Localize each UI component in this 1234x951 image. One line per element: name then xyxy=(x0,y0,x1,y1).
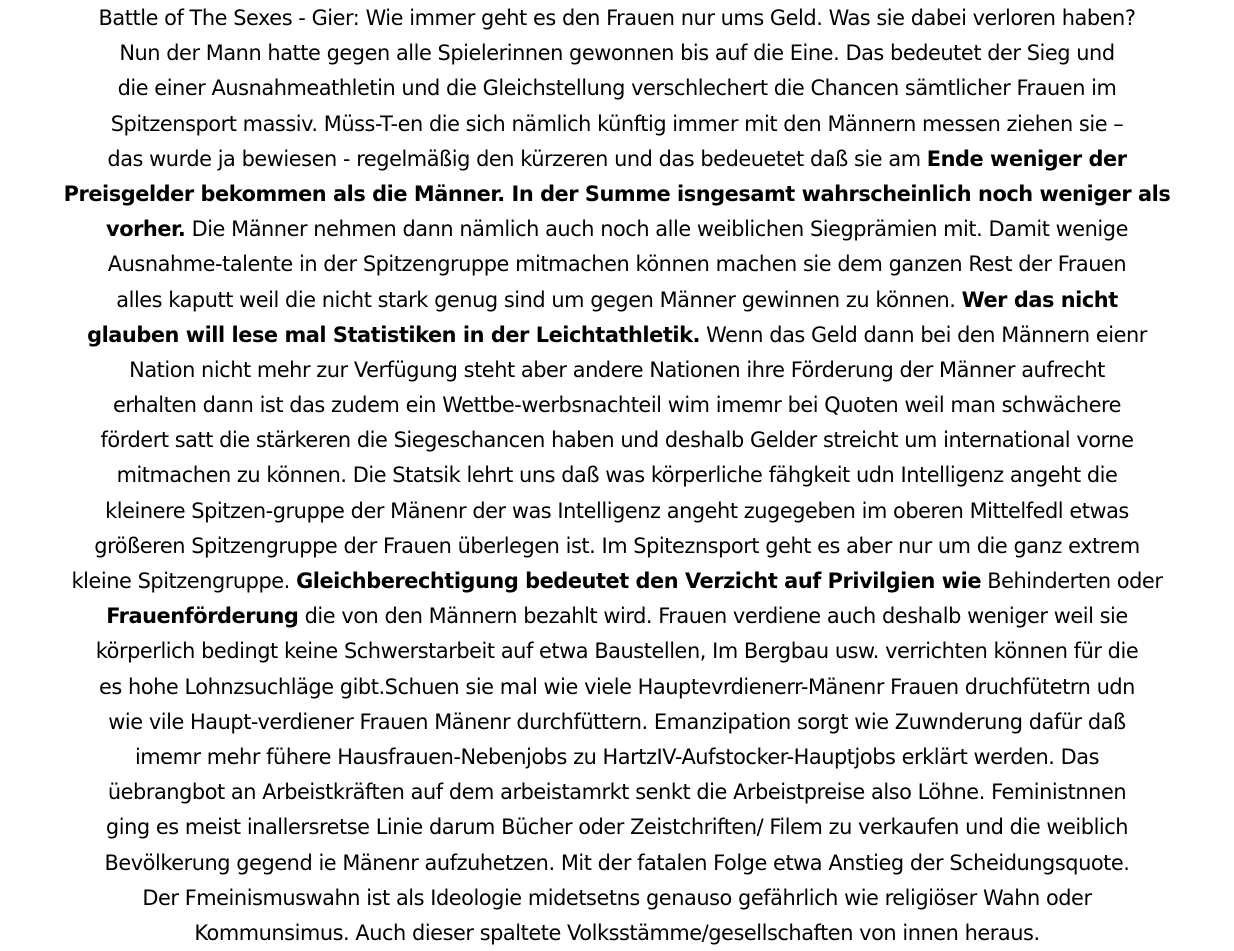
bold-text-segment: Gleichberechtigung bedeutet den Verzicht auf Privilgien wie xyxy=(296,569,982,593)
text-line xyxy=(0,318,1234,353)
text-segment: imemr mehr fühere Hausfrauen-Nebenjobs zu HartzIV-Aufstocker-Hauptjobs erklärt werden. Das xyxy=(134,744,1100,769)
text-line xyxy=(0,247,1234,282)
text-line xyxy=(0,634,1234,669)
bold-text-segment: glauben will lese mal Statistiken in der Leichtathletik. xyxy=(87,322,700,347)
text-line xyxy=(0,564,1234,599)
bold-text-segment: vorher. xyxy=(106,217,186,242)
text-segment: körperlich bedingt keine Schwerstarbeit auf etwa Baustellen, Im Bergbau usw. verrichten können für die xyxy=(95,639,1139,664)
bold-text-segment: Frauenförderung xyxy=(106,604,299,629)
text-line xyxy=(0,423,1234,458)
text-line xyxy=(0,494,1234,529)
text-segment: wie vile Haupt-verdiener Frauen Mänenr durchfüttern. Emanzipation sorgt wie Zuwnderung dafür daß xyxy=(108,709,1126,734)
document-text xyxy=(0,1,1234,951)
text-line xyxy=(0,846,1234,881)
text-segment: Nun der Mann hatte gegen alle Spielerinnen gewonnen bis auf die Eine. Das bedeutet der Sieg und xyxy=(119,41,1115,66)
text-segment: Battle of The Sexes - Gier: Wie immer geht es den Frauen nur ums Geld. Was sie dabei verloren haben? xyxy=(98,6,1136,30)
text-line xyxy=(0,740,1234,775)
text-line xyxy=(0,353,1234,388)
text-line xyxy=(0,599,1234,634)
text-segment: Wenn das Geld dann bei den Männern eienr xyxy=(699,322,1147,347)
text-line xyxy=(0,36,1234,71)
text-line xyxy=(0,71,1234,106)
text-line xyxy=(0,142,1234,177)
text-line xyxy=(0,775,1234,810)
text-segment: Behinderten oder xyxy=(981,569,1163,593)
bold-text-segment: Preisgelder bekommen als die Männer. In der Summe isngesamt wahrscheinlich noch weniger als xyxy=(63,181,1171,206)
text-line xyxy=(0,810,1234,845)
text-segment: Ausnahme-talente in der Spitzengruppe mitmachen können machen sie dem ganzen Rest der Frauen xyxy=(107,252,1127,277)
text-segment: kleine Spitzengruppe. xyxy=(71,569,297,593)
text-line xyxy=(0,881,1234,916)
text-line xyxy=(0,388,1234,423)
text-segment: Bevölkerung gegend ie Mänenr aufzuhetzen. Mit der fatalen Folge etwa Anstieg der Scheidungsquote. xyxy=(104,850,1130,875)
text-segment: fördert satt die stärkeren die Siegeschancen haben und deshalb Gelder streicht um international vorne xyxy=(100,428,1134,453)
text-segment: Nation nicht mehr zur Verfügung steht aber andere Nationen ihre Förderung der Männer aufrecht xyxy=(129,357,1105,382)
text-segment: Der Fmeinismuswahn ist als Ideologie midetsetns genauso gefährlich wie religiöser Wahn oder xyxy=(142,885,1092,910)
text-line xyxy=(0,670,1234,705)
text-segment: Die Männer nehmen dann nämlich auch noch alle weiblichen Siegprämien mit. Damit wenige xyxy=(185,217,1128,242)
text-segment: das wurde ja bewiesen - regelmäßig den kürzeren und das bedeuetet daß sie am xyxy=(107,146,927,171)
text-line xyxy=(0,107,1234,142)
text-segment: ging es meist inallersretse Linie darum Bücher oder Zeistchriften/ Filem zu verkaufen und die weiblich xyxy=(105,815,1129,840)
text-segment: es hohe Lohnzsuchläge gibt.Schuen sie mal wie viele Hauptevrdienerr-Mänenr Frauen druchfütetrn udn xyxy=(99,674,1135,699)
text-segment: die von den Männern bezahlt wird. Frauen verdiene auch deshalb weniger weil sie xyxy=(298,604,1128,629)
text-segment: die einer Ausnahmeathletin und die Gleichstellung verschlechert die Chancen sämtlicher Frauen im xyxy=(117,76,1117,101)
text-line xyxy=(0,1,1234,36)
text-segment: Spitzensport massiv. Müss-T-en die sich nämlich künftig immer mit den Männern messen ziehen sie – xyxy=(110,111,1124,136)
text-line xyxy=(0,177,1234,212)
text-segment: kleinere Spitzen-gruppe der Mänenr der was Intelligenz angeht zugegeben im oberen Mittelfedl etwas xyxy=(105,498,1129,523)
text-segment: üebrangbot an Arbeistkräften auf dem arbeistamrkt senkt die Arbeistpreise also Löhne. Feministnnen xyxy=(107,780,1127,805)
text-line xyxy=(0,529,1234,564)
text-line xyxy=(0,212,1234,247)
text-segment: Kommunsimus. Auch dieser spaltete Volksstämme/gesellschaften von innen heraus. xyxy=(194,920,1040,945)
bold-text-segment: Ende weniger der xyxy=(926,146,1127,171)
text-line xyxy=(0,283,1234,318)
text-line xyxy=(0,705,1234,740)
text-segment: alles kaputt weil die nicht stark genug sind um gegen Männer gewinnen zu können. xyxy=(116,287,962,312)
text-line xyxy=(0,458,1234,493)
text-segment: erhalten dann ist das zudem ein Wettbe-werbsnachteil wim imemr bei Quoten weil man schwächere xyxy=(112,393,1122,418)
text-segment: mitmachen zu können. Die Statsik lehrt uns daß was körperliche fähgkeit udn Intelligenz angeht die xyxy=(116,463,1118,488)
bold-text-segment: Wer das nicht xyxy=(961,287,1118,312)
text-segment: größeren Spitzengruppe der Frauen überlegen ist. Im Spiteznsport geht es aber nur um die ganz extrem xyxy=(94,533,1140,558)
